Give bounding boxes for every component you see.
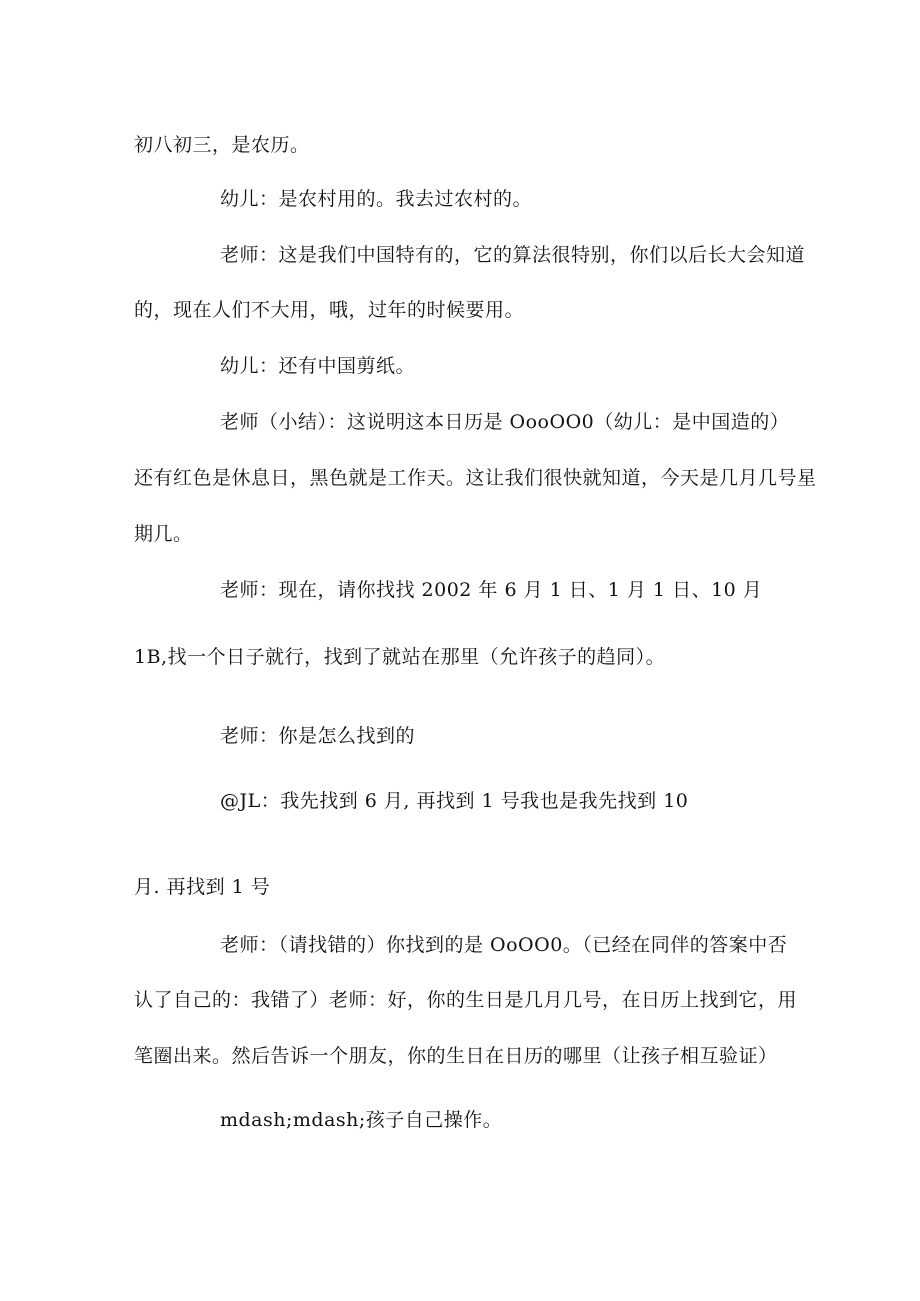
text-line-17: mdash;mdash;孩子自己操作。 xyxy=(220,1109,503,1131)
text-line-10: 1B,找一个日子就行，找到了就站在那里（允许孩子的趋同）。 xyxy=(134,646,666,668)
text-line-3: 老师：这是我们中国特有的，它的算法很特别，你们以后长大会知道 xyxy=(220,244,806,266)
text-line-13: 月. 再找到 1 号 xyxy=(134,876,271,898)
text-line-15: 认了自己的：我错了）老师：好，你的生日是几月几号，在日历上找到它，用 xyxy=(134,989,798,1011)
text-line-9: 老师：现在，请你找找 2002 年 6 月 1 日、1 月 1 日、10 月 xyxy=(220,579,763,601)
text-line-12: @JL：我先找到 6 月, 再找到 1 号我也是我先找到 10 xyxy=(220,790,689,812)
text-line-14: 老师：（请找错的）你找到的是 OoOO0。（已经在同伴的答案中否 xyxy=(220,934,788,956)
text-line-6: 老师（小结）：这说明这本日历是 OooOO0（幼儿：是中国造的） xyxy=(220,411,790,433)
text-line-16: 笔圈出来。然后告诉一个朋友，你的生日在日历的哪里（让孩子相互验证） xyxy=(134,1045,778,1067)
text-line-2: 幼儿：是农村用的。我去过农村的。 xyxy=(220,188,533,210)
text-line-4: 的，现在人们不大用，哦，过年的时候要用。 xyxy=(134,299,525,321)
text-line-8: 期几。 xyxy=(134,523,193,545)
text-line-1: 初八初三，是农历。 xyxy=(134,134,310,156)
text-line-11: 老师：你是怎么找到的 xyxy=(220,725,416,747)
text-line-7: 还有红色是休息日，黑色就是工作天。这让我们很快就知道，今天是几月几号星 xyxy=(134,467,817,489)
text-line-5: 幼儿：还有中国剪纸。 xyxy=(220,355,416,377)
